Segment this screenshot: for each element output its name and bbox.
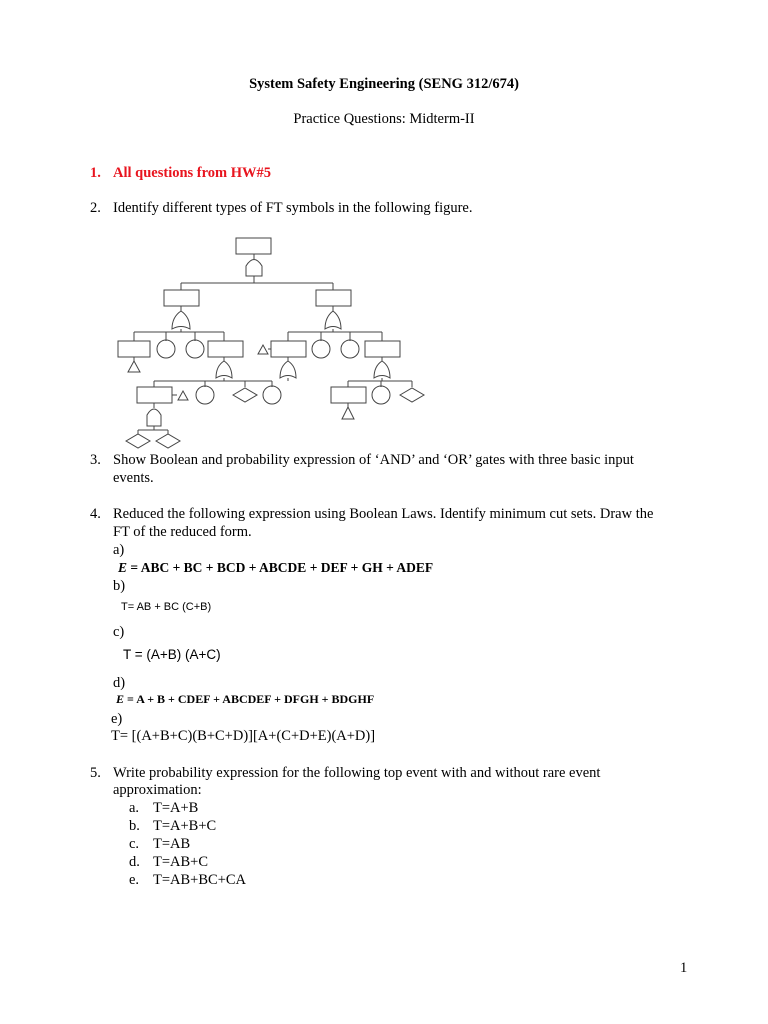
top-and-gate	[246, 260, 262, 277]
undeveloped-event-diamond	[126, 434, 150, 448]
q5-item-label: b.	[129, 818, 140, 834]
q3-line2: events.	[113, 470, 154, 486]
q5-item-label: a.	[129, 800, 140, 816]
q4c-expression: T = (A+B) (A+C)	[123, 647, 221, 662]
q3-number: 3.	[90, 452, 101, 468]
q5-number: 5.	[90, 765, 101, 781]
q2-number: 2.	[90, 200, 101, 216]
right-or-gate	[325, 311, 341, 329]
q5-item-expression: T=AB	[153, 836, 191, 852]
page-title: System Safety Engineering (SENG 312/674)	[249, 76, 519, 92]
q4a-lhs: E	[118, 560, 128, 575]
left-or-gate	[172, 311, 190, 329]
q4b-label: b)	[113, 578, 126, 594]
q4-line2: FT of the reduced form.	[113, 524, 252, 540]
basic-event-circle	[157, 340, 175, 358]
q5-line1: Write probability expression for the following top event with and without rare event	[113, 765, 601, 781]
q5-item-expression: T=A+B+C	[153, 818, 217, 834]
q4-number: 4.	[90, 506, 101, 522]
q4b-expression: T= AB + BC (C+B)	[121, 601, 212, 613]
q5-item-expression: T=AB+BC+CA	[153, 872, 247, 888]
q4a-label: a)	[113, 542, 125, 558]
q4-line1: Reduced the following expression using Boolean Laws. Identify minimum cut sets. Draw the	[113, 506, 654, 522]
q5-item-label: e.	[129, 872, 140, 888]
q4d-expression	[116, 692, 374, 707]
q4e-label: e)	[111, 711, 123, 727]
q4a-expression	[118, 560, 433, 576]
lower-and-gate	[147, 409, 161, 426]
q5-item-expression: T=A+B	[153, 800, 199, 816]
page-number: 1	[680, 960, 688, 976]
q5-item-label: d.	[129, 854, 140, 870]
q2-text: Identify different types of FT symbols in the following figure.	[113, 200, 473, 216]
q5-item-expression: T=AB+C	[153, 854, 209, 870]
q3-line1: Show Boolean and probability expression of ‘AND’ and ‘OR’ gates with three basic input	[113, 452, 634, 468]
q1-number: 1.	[90, 165, 101, 181]
q4d-rhs: = A + B + CDEF + ABCDEF + DFGH + BDGHF	[124, 692, 375, 706]
top-event-rectangle	[236, 238, 271, 254]
q4c-label: c)	[113, 624, 125, 640]
q1-text: All questions from HW#5	[113, 165, 272, 181]
q4d-lhs: E	[116, 692, 125, 706]
fault-tree-figure	[112, 233, 432, 451]
right-intermediate-event	[316, 290, 351, 306]
q5-line2: approximation:	[113, 782, 202, 798]
transfer-triangle	[128, 361, 140, 372]
q4e-expression: T= [(A+B+C)(B+C+D)][A+(C+D+E)(A+D)]	[111, 728, 376, 744]
basic-event-circle	[186, 340, 204, 358]
q5-item-label: c.	[129, 836, 140, 852]
q4d-label: d)	[113, 675, 126, 691]
page-subtitle: Practice Questions: Midterm-II	[293, 111, 475, 127]
left-intermediate-event	[164, 290, 199, 306]
q4a-rhs: = ABC + BC + BCD + ABCDE + DEF + GH + ADEF	[127, 560, 434, 575]
